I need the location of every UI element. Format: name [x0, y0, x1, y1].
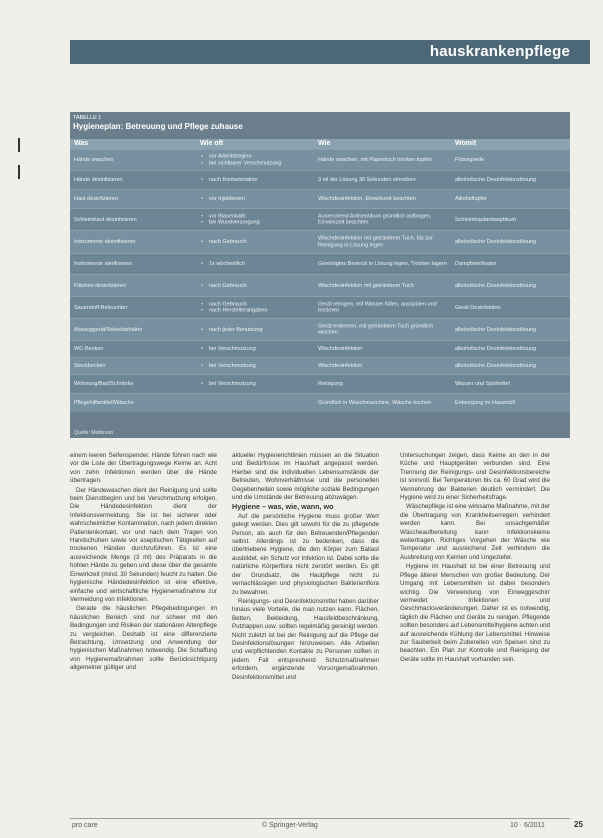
table-row — [70, 253, 570, 274]
cell-was: Hände waschen — [74, 156, 114, 163]
footer-issue-date: 10 · 6/2011 — [510, 822, 545, 829]
frequency-item: • bei Verschmutzung — [200, 363, 315, 370]
column-header-womit: Womit — [455, 140, 477, 147]
cell-wie-oft — [200, 363, 315, 370]
section-header-band — [70, 40, 590, 64]
cell-wie: Wischdesinfektion — [318, 362, 363, 369]
cell-womit: alkoholische Desinfektionslösung — [455, 282, 537, 289]
table-header-row — [70, 139, 570, 149]
frequency-item: • vor Blasenkath. — [200, 213, 315, 220]
frequency-item: • nach Gebrauch — [200, 239, 315, 246]
table-row — [70, 357, 570, 374]
text-column-2 — [232, 452, 379, 683]
column-header-wie-oft: Wie oft — [200, 140, 224, 147]
column-header-wie: Wie — [318, 140, 331, 147]
cell-was: Instrumente sterilisieren — [74, 260, 133, 267]
frequency-item: • bei Verschmutzung — [200, 381, 315, 388]
body-paragraph: Hygiene im Haushalt ist bei einer Betreuung und Pflege älterer Menschen von großer Bedeutung. Der Umgang mit Lebensmitteln ist dabei besonders wichtig. Die Verwendung von Einweggeschirr vermeidet Infektionen und Geschmacksveränderungen. Daher ist es notwendig, täglich die Flächen und Geräte zu reinigen. Pflegende sollten besonders auf Lebensmittelhygiene achten und auf ausreichende Kühlung der Lebensmittel. Hinweise zur Sauberkeit beim Zubereiten von Speisen sind zu beachten. Ein Plan zur Kontrolle und Reinigung der Geräte sollte im Haushalt vorhanden sein. — [400, 563, 550, 663]
cell-wie: Wischdesinfektion, Einwirkzeit beachten — [318, 195, 416, 202]
cell-wie: Wischdesinfektion — [318, 345, 363, 352]
frequency-item: • nach jeder Benutzung — [200, 326, 315, 333]
cell-wie-oft — [200, 196, 315, 203]
cell-womit: alkoholische Desinfektionslösung — [455, 326, 537, 333]
body-paragraph: Untersuchungen zeigen, dass Keime an den in der Küche und Hauptgeräten verbunden sind. Eine Trennung der Reinigungs- und Desinfektionsbereiche ist sinnvoll. Bei Temperaturen bis ca. 60 Grad wird die Vermehrung der Bakterien deutlich vermindert. Die Hygiene wird zu einer Sicherheitsfrage. — [400, 452, 550, 502]
cell-was: Hände desinfizieren — [74, 176, 123, 183]
cell-wie-oft — [200, 301, 315, 314]
cell-womit: alkoholische Desinfektionslösung — [455, 238, 537, 245]
body-paragraph: Auf die persönliche Hygiene muss großer Wert gelegt werden. Dies gilt sowohl für die zu pflegende Person, als auch für den Betreuenden/Pflegenden selbst. Allerdings ist zu bedenken, dass die übertriebene Hygiene, die den Körper zum Ballast ausbildet, ein Schutz vor Infektion ist. Dabei sollte die natürliche Körperflora nicht zerstört werden. Es gilt der Grundsatz, die Hautpflege nicht zu vernachlässigen und physiologischen Bakterienflora zu bewahren. — [232, 512, 379, 596]
cell-was: Steckbecken — [74, 362, 106, 369]
cell-wie: Hände waschen, mit Papiertuch trocken tupfen — [318, 156, 433, 163]
cell-wie: Reinigung — [318, 380, 343, 387]
cell-was: Pflegehilfsmittel/Wäsche — [74, 399, 134, 406]
frequency-item: • nach Kontamination — [200, 177, 315, 184]
table-row — [70, 208, 570, 230]
cell-wie: Gerät reinigen, mit Wasser füllen, ausspülen und trocknen — [318, 301, 437, 314]
table-label: TABELLE 1 — [73, 115, 102, 121]
table-row — [70, 318, 570, 340]
page-number: 25 — [574, 820, 583, 829]
cell-was: Flächen desinfizieren — [74, 282, 126, 289]
cell-wie-oft — [200, 381, 315, 388]
table-row — [70, 170, 570, 189]
frequency-item: • nach Gebrauch — [200, 282, 315, 289]
cell-wie: Wischdesinfektion mit getränktem Tuch, bis zur Reinigung in Lösung legen — [318, 235, 433, 248]
cell-womit: Alkoholtupfer — [455, 195, 488, 202]
cell-wie-oft — [200, 346, 315, 353]
table-row — [70, 374, 570, 393]
frequency-item: • bei Wundversorgung — [200, 220, 315, 227]
cell-wie-oft — [200, 326, 315, 333]
column-header-was: Was — [74, 140, 89, 147]
cell-womit: Entsorgung im Hausmüll — [455, 399, 515, 406]
cell-wie-oft — [200, 177, 315, 184]
cell-wie-oft — [200, 213, 315, 226]
cell-womit: alkoholische Desinfektionslösung — [455, 176, 537, 183]
cell-womit: alkoholische Desinfektionslösung — [455, 345, 537, 352]
cell-wie-oft — [200, 154, 315, 167]
body-paragraph: einem leeren Seifenspender. Hände führen nach wie vor die Liste der Übertragungswege Keime an. Acht von zehn Infektionen werden über die Hände übertragen. — [70, 452, 217, 485]
table-row — [70, 393, 570, 412]
cell-wie: Gründlich in Waschmaschine, Wäsche kochen — [318, 399, 432, 406]
frequency-item: • bei sichtbarer Verschmutzung — [200, 160, 315, 167]
text-column-1 — [70, 452, 217, 674]
frequency-item: • nach Herstellerangaben — [200, 308, 315, 315]
body-paragraph: Gerade die häuslichen Pflegebedingungen im häuslichen Bereich sind nur schwer mit den Bedingungen und Risiken der stationären Altenpflege zu vergleichen. Deshalb ist eine differenzierte Betrachtung, Umsetzung und Anwendung der hygienischen Maßnahmen notwendig. Die Schaffung von Hygienemaßnahmen sollte Berücksichtigung allgemeiner gültiger und — [70, 605, 217, 672]
cell-was: Schleimhaut desinfizieren — [74, 216, 137, 223]
cell-womit: Flüssigseife — [455, 156, 485, 163]
cell-was: Instrumente desinfizieren — [74, 238, 136, 245]
section-subheading: Hygiene – was, wie, wann, wo — [232, 502, 334, 512]
cell-wie-oft — [200, 282, 315, 289]
margin-mark — [18, 138, 20, 152]
cell-womit: Gerät Desinfektion — [455, 304, 501, 311]
table-row — [70, 296, 570, 318]
text-column-3 — [400, 452, 550, 665]
cell-womit: Schleimhautantiseptikum — [455, 216, 517, 223]
table-row — [70, 230, 570, 253]
table-row — [70, 189, 570, 208]
frequency-item: • nach Gebrauch — [200, 301, 315, 308]
hygiene-plan-table — [70, 112, 570, 438]
cell-was: Absauggerät/Sekretbehälter — [74, 326, 143, 333]
table-row — [70, 340, 570, 357]
body-paragraph: aktueller Hygienerichtlinien müssen an die Situation und Bedürfnisse im Haushalt angepasst werden. Hierbei sind die individuellen Lebensumstände der Betreuten, Wohnverhältnisse und die personellen Gegebenheiten sowie mögliche soziale Bedingungen und die Umstände der Betreuung abzuwägen. — [232, 452, 379, 502]
frequency-item: • 1x wöchentlich — [200, 261, 315, 268]
cell-was: WC-Becken — [74, 345, 104, 352]
body-paragraph: Wäschepflege ist eine wirksame Maßnahme, mit der die Übertragung von Krankheitserregern verhindert werden kann. Bei unsachgemäßer Wäscheaufbereitung kann Infektionskeime weitertragen. Richtiges Vorgehen der Wäsche wie Temperatur und ausreichend Zeit verhindern die Ausbreitung von Keimen und Ungeziefer. — [400, 503, 550, 561]
cell-wie-oft — [200, 239, 315, 246]
footer-publisher: © Springer-Verlag — [262, 822, 318, 829]
body-paragraph: Reinigungs- und Desinfektionsmittel haben darüber hinaus viele Vorteile, die man nutzen kann. Flächen, Betten, Bekleidung, Hausfeldbeschränkung, Putzlappen usw. sollten regelmäßig gereinigt werden. Nicht zuletzt ist bei der Reinigung auf die Pflege der Desinfektionslösungen hinzuweisen. Alle Arbeiten und verpflichtenden Kontakte zu Personen sollten in jedem Fall entsprechend Schutzmaßnahmen erfordern, ergänzende Vorsorgemaßnahmen. Desinfektionsmittel und — [232, 597, 379, 681]
cell-womit: Dampfsterilisator — [455, 260, 497, 267]
cell-womit: Wasser und Spülmittel — [455, 380, 510, 387]
footer-divider — [70, 818, 570, 819]
cell-was: Sauerstoff-Befeuchter — [74, 304, 128, 311]
frequency-item: • bei Verschmutzung — [200, 346, 315, 353]
footer-journal: pro care — [72, 822, 98, 829]
cell-wie: 3 ml der Lösung 30 Sekunden einreiben — [318, 176, 416, 183]
table-body — [70, 149, 570, 412]
cell-wie: Gerät entleeren, mit getränktem Tuch gründlich wischen — [318, 323, 433, 336]
table-title: Hygieneplan: Betreuung und Pflege zuhause — [73, 122, 243, 131]
frequency-item: • vor Arbeitsbeginn — [200, 154, 315, 161]
cell-wie: Ausreichend Antiseptikum gründlich auftragen, Einwirkzeit beachten — [318, 213, 432, 226]
cell-was: Haut desinfizieren — [74, 195, 119, 202]
cell-was: Wohnung/Bad/Schränke — [74, 380, 134, 387]
frequency-item: • vor Injektionen — [200, 196, 315, 203]
cell-wie: Gereinigtes Besteck in Lösung legen, Trocken lagern — [318, 260, 448, 267]
section-title: hauskrankenpflege — [429, 43, 570, 60]
cell-wie: Wischdesinfektion mit getränktem Tuch — [318, 282, 414, 289]
table-row — [70, 274, 570, 296]
body-paragraph: Der Händewaschen dient der Reinigung und sollte beim Dienstbeginn und bei Verschmutzung erfolgen. Die Händedesinfektion dient der Infektionsvermeidung. Sie ist bei sicherer oder wahrscheinlicher Kontamination, nach jedem direkten Patientenkontakt, vor und nach dem Tragen von Handschuhen sowie vor aseptischen Tätigkeiten auf trockenen Händen durchzuführen. Es ist eine ausreichende Menge (3 ml) des Präparats in die hohlen Hände zu geben und diese über die gesamte Einwirkzeit (mind. 30 Sekunden) feucht zu halten. Die hygienische Händedesinfektion ist eine effektive, einfache und wirtschaftliche Hygienemaßnahme zur Vermeidung von Infektionen. — [70, 486, 217, 603]
table-source: Quelle: Meilbrunn — [74, 430, 114, 436]
table-row — [70, 149, 570, 170]
cell-wie-oft — [200, 261, 315, 268]
cell-womit: alkoholische Desinfektionslösung — [455, 362, 537, 369]
margin-mark — [18, 165, 20, 179]
